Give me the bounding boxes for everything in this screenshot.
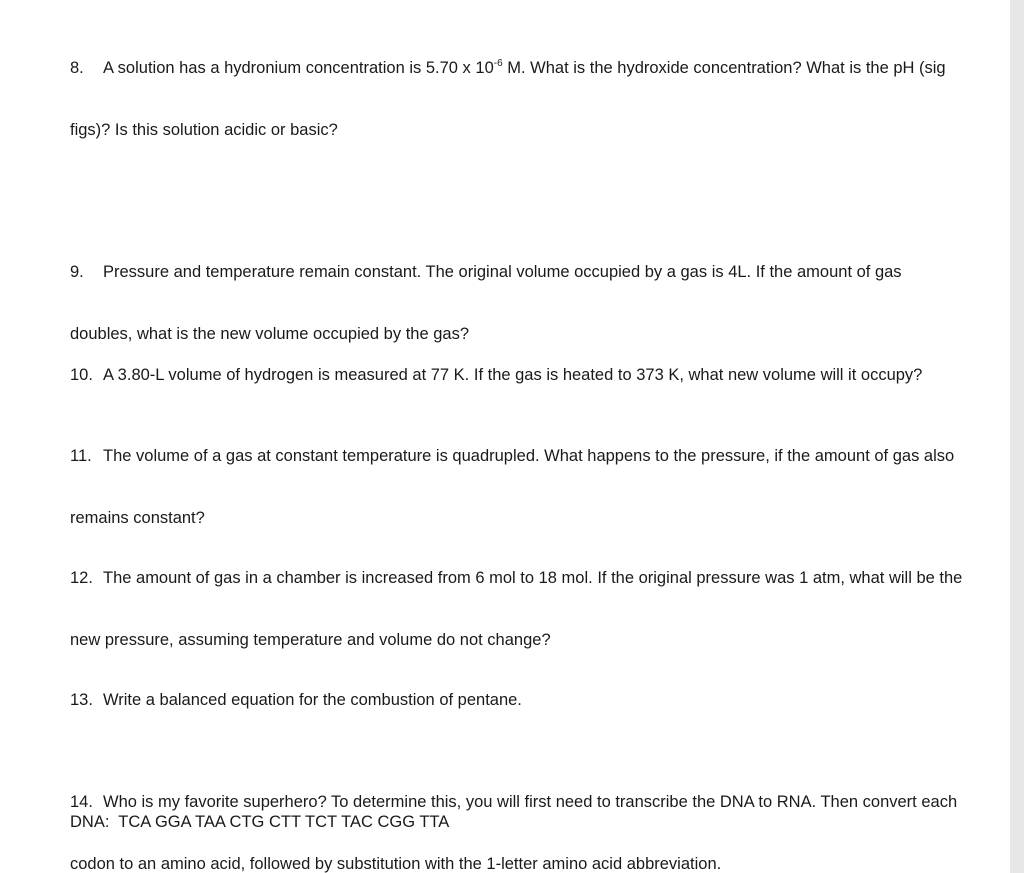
question-text: new pressure, assuming temperature and volume do not change? <box>70 630 551 649</box>
page-edge <box>1010 0 1024 873</box>
dna-sequence-line <box>70 812 449 833</box>
question-text: M. What is the hydroxide concentration? What is the pH (sig <box>502 59 946 77</box>
question-text: A 3.80-L volume of hydrogen is measured at 77 K. If the gas is heated to 373 K, what new volume will it occupy? <box>103 366 923 384</box>
question-number: 8. <box>70 59 84 77</box>
question-13 <box>70 649 1010 752</box>
question-text: The volume of a gas at constant temperature is quadrupled. What happens to the pressure, if the amount of gas also <box>103 447 955 465</box>
dna-label: DNA: <box>70 813 110 831</box>
question-text: codon to an amino acid, followed by substitution with the 1-letter amino acid abbreviation. <box>70 854 722 873</box>
question-text: Pressure and temperature remain constant. The original volume occupied by a gas is 4L. If the amount of gas <box>103 263 902 281</box>
question-number: 10. <box>70 366 93 384</box>
question-number: 11. <box>70 447 92 465</box>
question-text: A solution has a hydronium concentration is 5.70 x 10 <box>103 59 494 77</box>
question-text: Write a balanced equation for the combustion of pentane. <box>103 691 522 709</box>
question-text: doubles, what is the new volume occupied by the gas? <box>70 324 469 343</box>
question-text: Who is my favorite superhero? To determine this, you will first need to transcribe the DNA to RNA. Then convert each <box>103 793 958 811</box>
exponent: -6 <box>493 58 503 69</box>
question-number: 14. <box>70 793 93 811</box>
question-number: 12. <box>70 569 93 587</box>
question-text: The amount of gas in a chamber is increased from 6 mol to 18 mol. If the original pressure was 1 atm, what will be the <box>103 569 963 587</box>
question-text: figs)? Is this solution acidic or basic? <box>70 120 338 139</box>
question-text: remains constant? <box>70 508 205 527</box>
dna-sequence: TCA GGA TAA CTG CTT TCT TAC CGG TTA <box>118 813 450 831</box>
question-8 <box>70 17 1010 181</box>
question-number: 13. <box>70 691 93 709</box>
question-number: 9. <box>70 263 84 281</box>
